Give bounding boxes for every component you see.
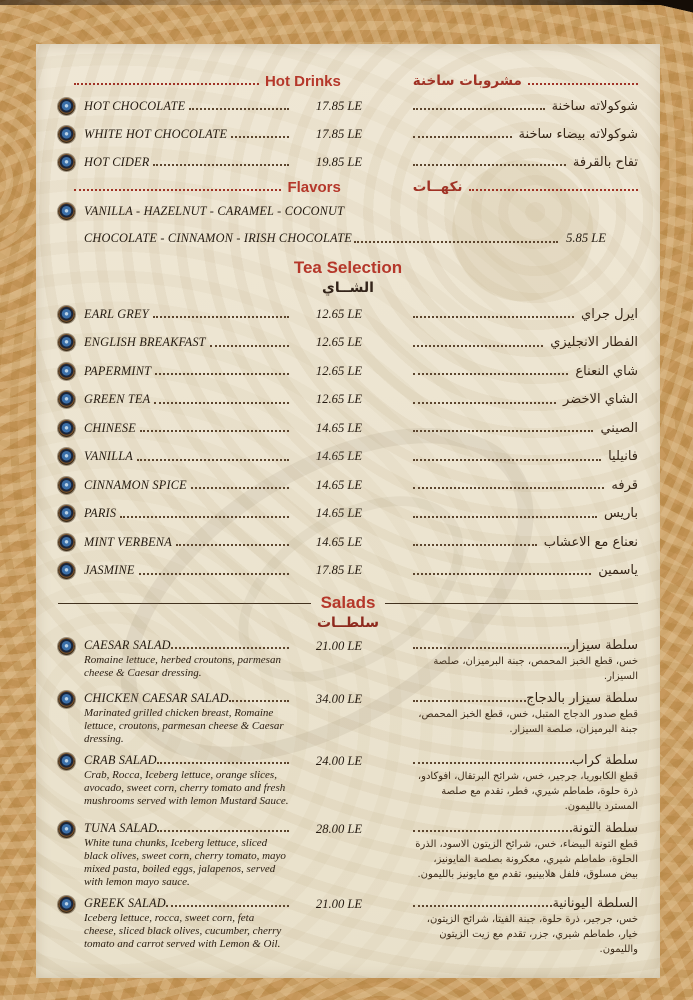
menu-item-row (58, 329, 638, 358)
item-name-line (84, 689, 289, 707)
item-name-ar: السلطة اليونانية (552, 895, 638, 911)
round-brand-badge-icon (58, 334, 75, 351)
item-price-value: 21.00 LE (315, 897, 363, 911)
item-name-ar: الفطار الانجليزي (550, 335, 638, 351)
salads-header (58, 592, 638, 614)
item-description-ar: قطع الكابوريا، جرجير، خس، شرائح البرتقال، افوكادو، ذرة حلوة، طماطم شيري، فطر، تقدم مع صلصة المسترد بالليمون. (417, 771, 638, 812)
item-description-en: Romaine lettuce, herbed croutons, parmesan cheese & Caesar dressing. (84, 654, 281, 679)
item-english-column (84, 506, 289, 521)
item-arabic-column (413, 449, 638, 464)
dotted-leader (413, 136, 512, 138)
menu-item-row (58, 120, 638, 148)
hot-drinks-header (58, 70, 638, 92)
dotted-leader (413, 345, 543, 347)
menu-item-row (58, 894, 638, 957)
item-name-line-ar (413, 819, 638, 837)
salads-item-list (58, 636, 638, 957)
round-brand-badge-icon (58, 306, 75, 323)
item-name-ar: شوكولاته ساخنة (551, 98, 638, 114)
round-brand-badge-icon (58, 448, 75, 465)
dotted-leader (74, 189, 281, 191)
dotted-leader (139, 573, 289, 575)
menu-item-row (58, 819, 638, 889)
item-price-value: 34.00 LE (315, 692, 363, 706)
item-name-ar: سلطة سيزار (569, 637, 638, 653)
round-brand-badge-icon (58, 391, 75, 408)
dotted-leader (210, 345, 289, 347)
hot-drinks-title-ar: مشروبات ساخنة (412, 73, 522, 89)
item-name-en: CRAB SALAD (84, 752, 157, 767)
item-name-ar: الشاي الاخضر (563, 392, 638, 408)
round-brand-badge-icon (58, 896, 75, 913)
round-brand-badge-icon (58, 691, 75, 708)
dotted-leader (413, 700, 526, 702)
dotted-leader (120, 516, 289, 518)
item-english-column (84, 127, 289, 142)
item-name-ar: شاي النعناع (575, 363, 638, 379)
menu-item-row (58, 500, 638, 529)
flavors-list-text: VANILLA - HAZELNUT - CARAMEL - COCONUT (84, 204, 345, 218)
item-name-en: TUNA SALAD (84, 820, 158, 835)
menu-item-row (58, 357, 638, 386)
item-name-ar: سلطة التونة (572, 820, 638, 836)
dotted-leader (413, 544, 537, 546)
item-english-column (84, 819, 289, 889)
item-price: 12.65 LE (315, 306, 363, 321)
item-price: 14.65 LE (315, 506, 363, 521)
item-price: 12.65 LE (315, 335, 363, 350)
tea-title-ar: الشــاي (322, 280, 374, 296)
item-name-en: VANILLA (84, 449, 133, 464)
item-english-column (84, 636, 289, 680)
item-name-line (84, 894, 289, 912)
dotted-leader (153, 164, 289, 166)
item-name-ar: سلطة كراب (571, 752, 638, 768)
dotted-leader (413, 905, 552, 907)
item-name-ar: ياسمين (598, 563, 638, 579)
header-rule-line (58, 603, 311, 604)
item-price-value: 24.00 LE (315, 754, 363, 768)
dotted-leader (157, 830, 289, 832)
item-arabic-column (413, 127, 638, 142)
item-price (289, 819, 389, 838)
item-name-en: MINT VERBENA (84, 534, 172, 549)
hot-drinks-title-en: Hot Drinks (264, 72, 341, 90)
item-arabic-column (413, 478, 638, 493)
item-english-column (84, 689, 289, 746)
item-english-column (84, 155, 289, 170)
menu-item-row (58, 557, 638, 586)
dotted-leader (413, 108, 545, 110)
item-name-ar: نعناع مع الاعشاب (543, 534, 638, 550)
round-brand-badge-icon (58, 98, 75, 115)
item-arabic-column (413, 155, 638, 170)
item-price: 14.65 LE (315, 534, 363, 549)
dotted-leader (413, 402, 556, 404)
round-brand-badge-icon (58, 753, 75, 770)
item-description-en: Iceberg lettuce, rocca, sweet corn, feta cheese, sliced black olives, cucumber, cherry tomato and carrot served with Lemon & Oil. (84, 912, 282, 950)
menu-item-row (58, 414, 638, 443)
dotted-leader (140, 430, 289, 432)
item-name-en: GREEK SALAD (84, 895, 166, 910)
flavors-list-text: CHOCOLATE - CINNAMON - IRISH CHOCOLATE (84, 231, 353, 245)
item-name-en: CHINESE (84, 420, 136, 435)
item-english-column (84, 563, 289, 578)
item-name-en: CHICKEN CAESAR SALAD (84, 690, 229, 705)
dotted-leader (413, 373, 568, 375)
dotted-leader (155, 373, 289, 375)
item-arabic-column (413, 563, 638, 578)
section-flavors (58, 176, 638, 252)
dotted-leader (176, 544, 289, 546)
dotted-leader (171, 647, 289, 649)
item-name-line-ar (413, 894, 638, 912)
item-arabic-column (413, 364, 638, 379)
item-arabic-column (413, 506, 638, 521)
flavors-line-1 (58, 198, 638, 225)
dotted-leader (413, 164, 566, 166)
tea-title-en: Tea Selection (293, 258, 403, 277)
dotted-leader (413, 487, 604, 489)
item-name-ar: شوكولاته بيضاء ساخنة (518, 126, 638, 142)
item-price (289, 751, 389, 770)
dotted-leader (413, 430, 593, 432)
item-description-ar: خس، جرجير، ذرة حلوة، جبنة الفيتا، شرائح الزيتون، خيار، طماطم شيري، جزر، تقدم مع زيت الزيتون والليمون. (426, 914, 638, 955)
flavors-header-ar (413, 179, 638, 195)
dotted-leader (189, 108, 289, 110)
item-price: 14.65 LE (315, 449, 363, 464)
dotted-leader (354, 241, 558, 243)
item-price (289, 894, 389, 913)
dotted-leader (154, 402, 289, 404)
menu-item-row (58, 689, 638, 746)
item-name-line-ar (413, 689, 638, 707)
item-name-ar: الصيني (600, 420, 638, 436)
item-arabic-column (413, 751, 638, 814)
item-price: 14.65 LE (315, 420, 363, 435)
dotted-leader (413, 647, 569, 649)
hot-drinks-item-list (58, 92, 638, 176)
item-english-column (84, 392, 289, 407)
round-brand-badge-icon (58, 126, 75, 143)
item-price: 17.85 LE (315, 126, 363, 141)
item-description-ar: قطع صدور الدجاج المتبل، خس، قطع الخبز المحمص، جبنة البرميزان، صلصة السيزار. (418, 709, 638, 735)
item-name-ar: فانيليا (608, 449, 638, 465)
item-description-ar: قطع التونة البيضاء، خس، شرائح الزيتون الاسود، الذرة الحلوة، طماطم شيري، معكرونة بصلصة المايونيز، بيض مسلوق، فلفل هلابينيو، تقدم مع مايونيز بالليمون. (415, 839, 638, 880)
item-name-en: CAESAR SALAD (84, 637, 171, 652)
round-brand-badge-icon (58, 638, 75, 655)
dotted-leader (413, 762, 572, 764)
menu-item-row (58, 386, 638, 415)
item-arabic-column (413, 421, 638, 436)
section-salads (58, 592, 638, 957)
round-brand-badge-icon (58, 821, 75, 838)
item-price: 17.85 LE (315, 98, 363, 113)
item-description-en: Crab, Rocca, Iceberg lettuce, orange slices, avocado, sweet corn, cherry tomato and fresh mushrooms served with lemon Mustard Sauce. (84, 769, 289, 807)
salads-title-en: Salads (320, 593, 376, 612)
dotted-leader (229, 700, 289, 702)
menu-item-row (58, 92, 638, 120)
item-english-column (84, 335, 289, 350)
flavors-line-2 (84, 225, 606, 252)
item-name-en: CINNAMON SPICE (84, 477, 187, 492)
dotted-leader (153, 316, 289, 318)
round-brand-badge-icon (58, 420, 75, 437)
menu-page (36, 44, 660, 978)
menu-item-row (58, 528, 638, 557)
item-english-column (84, 449, 289, 464)
menu-item-row (58, 471, 638, 500)
item-price-value: 21.00 LE (315, 639, 363, 653)
item-name-en: EARL GREY (84, 306, 149, 321)
header-rule-line (385, 603, 638, 604)
dotted-leader (74, 83, 259, 85)
round-brand-badge-icon (58, 363, 75, 380)
item-english-column (84, 478, 289, 493)
dotted-leader (166, 905, 289, 907)
item-english-column (84, 751, 289, 808)
tea-item-list (58, 300, 638, 585)
menu-item-row (58, 636, 638, 684)
dotted-leader (157, 762, 289, 764)
item-name-line (84, 751, 289, 769)
round-brand-badge-icon (58, 534, 75, 551)
item-price: 19.85 LE (315, 154, 363, 169)
item-name-line (84, 636, 289, 654)
item-price (289, 689, 389, 708)
item-arabic-column (413, 636, 638, 684)
flavors-header-en (58, 179, 341, 196)
item-arabic-column (413, 392, 638, 407)
round-brand-badge-icon (58, 477, 75, 494)
dotted-leader (413, 830, 572, 832)
item-name-ar: ايرل جراي (581, 306, 638, 322)
flavors-price: 5.85 LE (566, 231, 606, 245)
dotted-leader (413, 459, 601, 461)
dotted-leader (231, 136, 289, 138)
dotted-leader (413, 516, 597, 518)
round-brand-badge-icon (58, 203, 75, 220)
item-price: 12.65 LE (315, 392, 363, 407)
item-name-ar: باريس (603, 506, 638, 522)
item-price: 12.65 LE (315, 363, 363, 378)
item-name-ar: تفاح بالقرفة (572, 154, 638, 170)
item-price (289, 636, 389, 655)
hot-drinks-header-en (58, 73, 341, 90)
item-arabic-column (413, 819, 638, 882)
item-arabic-column (413, 99, 638, 114)
item-name-ar: قرفه (611, 477, 638, 493)
item-name-en: ENGLISH BREAKFAST (84, 335, 206, 350)
menu-item-row (58, 148, 638, 176)
item-name-en: HOT CHOCOLATE (84, 98, 186, 113)
item-description-en: Marinated grilled chicken breast, Romaine lettuce, croutons, parmesan cheese & Caesar dressing. (84, 707, 284, 745)
item-name-line-ar (413, 751, 638, 769)
dotted-leader (191, 487, 289, 489)
tea-header (58, 257, 638, 298)
item-name-en: WHITE HOT CHOCOLATE (84, 126, 228, 141)
item-price-value: 28.00 LE (315, 822, 363, 836)
item-name-line (84, 819, 289, 837)
item-name-en: JASMINE (84, 563, 135, 578)
item-english-column (84, 894, 289, 951)
hot-drinks-header-ar (413, 73, 638, 89)
item-english-column (84, 99, 289, 114)
menu-item-row (58, 300, 638, 329)
round-brand-badge-icon (58, 562, 75, 579)
item-price: 14.65 LE (315, 477, 363, 492)
section-tea (58, 257, 638, 585)
scan-edge-shadow (0, 0, 693, 5)
item-english-column (84, 535, 289, 550)
item-arabic-column (413, 535, 638, 550)
flavors-title-en: Flavors (287, 178, 341, 196)
item-english-column (84, 421, 289, 436)
item-description-ar: خس، قطع الخبز المحمص، جبنة البرميزان، صلصة السيزار. (433, 656, 638, 682)
item-english-column (84, 364, 289, 379)
dotted-leader (137, 459, 289, 461)
dotted-leader (413, 573, 591, 575)
dotted-leader (469, 189, 639, 191)
round-brand-badge-icon (58, 154, 75, 171)
item-name-ar: سلطة سيزار بالدجاج (526, 690, 638, 706)
item-english-column (84, 307, 289, 322)
item-arabic-column (413, 894, 638, 957)
salads-title-ar: سلطــات (316, 615, 379, 631)
menu-item-row (58, 751, 638, 814)
item-arabic-column (413, 689, 638, 737)
item-arabic-column (413, 335, 638, 350)
menu-item-row (58, 443, 638, 472)
item-description-en: White tuna chunks, Iceberg lettuce, sliced black olives, sweet corn, cherry tomato, mayo mixed pasta, boiled eggs, jalapenos, served with lemon mayo sauce. (84, 837, 286, 888)
round-brand-badge-icon (58, 505, 75, 522)
scan-corner-shadow (635, 0, 693, 16)
item-name-en: PARIS (84, 506, 117, 521)
flavors-title-ar: نكهــات (412, 179, 463, 195)
item-name-en: HOT CIDER (84, 154, 150, 169)
item-name-en: PAPERMINT (84, 363, 152, 378)
dotted-leader (528, 83, 638, 85)
dotted-leader (413, 316, 574, 318)
item-name-en: GREEN TEA (84, 392, 151, 407)
flavors-header (58, 176, 638, 198)
section-hot-drinks (58, 70, 638, 176)
item-name-line-ar (413, 636, 638, 654)
item-arabic-column (413, 307, 638, 322)
item-price: 17.85 LE (315, 563, 363, 578)
